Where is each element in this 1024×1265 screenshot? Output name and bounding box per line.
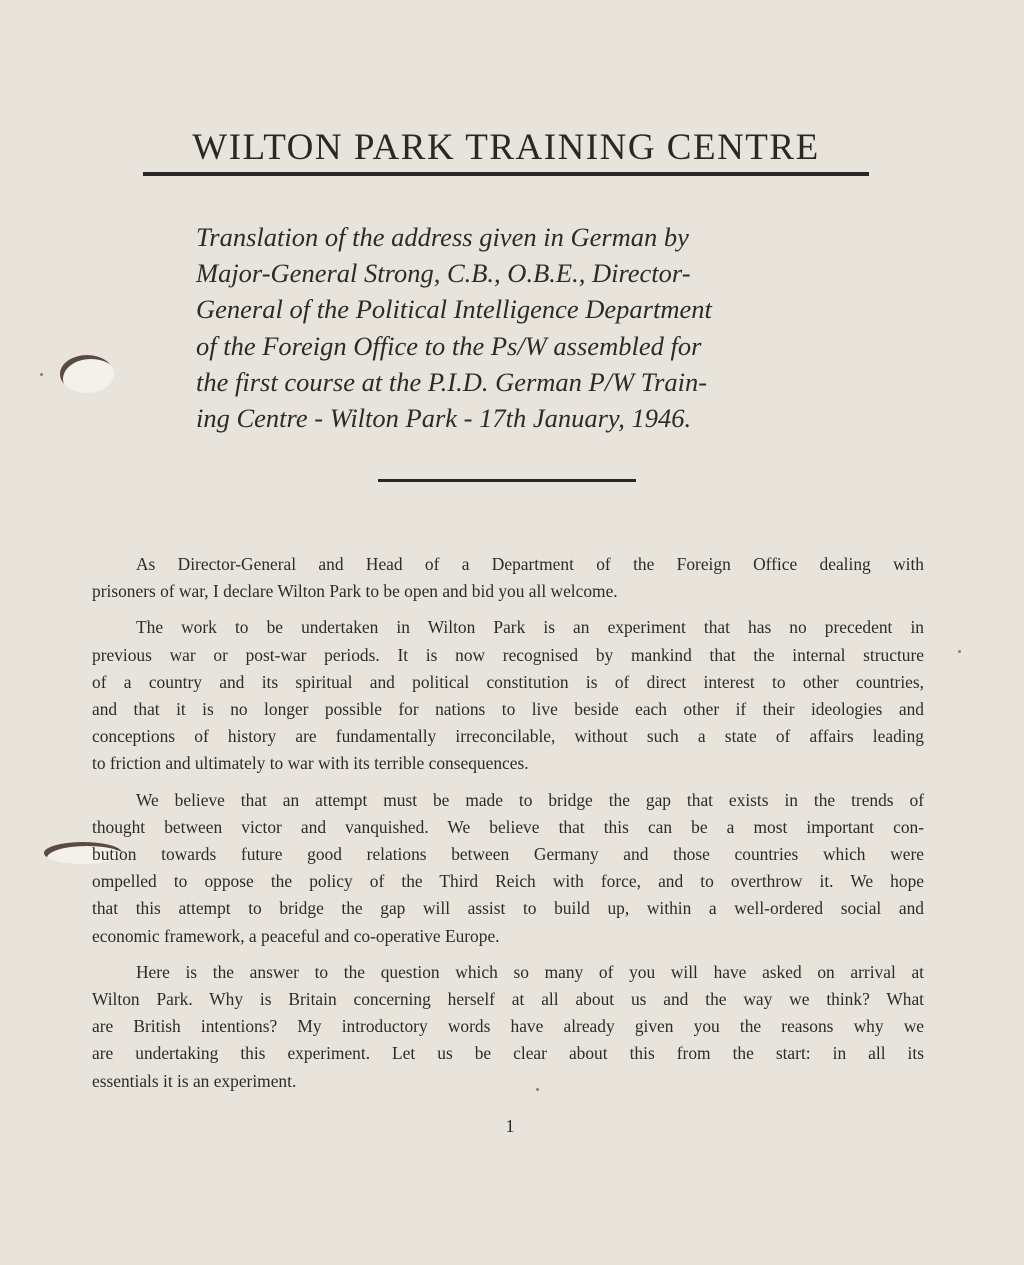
text-line: ompelled to oppose the policy of the Third Reich with force, and to overthrow it. We hope	[92, 871, 924, 892]
text-line: economic framework, a peaceful and co-operative Europe.	[92, 925, 500, 946]
text-line: previous war or post-war periods. It is now recognised by mankind that the internal structure	[92, 644, 924, 665]
document-title: WILTON PARK TRAINING CENTRE	[192, 127, 820, 168]
document-subtitle	[196, 219, 836, 436]
paper-speck	[40, 373, 43, 376]
section-divider	[378, 479, 636, 482]
text-line: Here is the answer to the question which so many of you will have asked on arrival at	[136, 961, 924, 982]
subtitle-line: of the Foreign Office to the Ps/W assembled for	[196, 330, 702, 361]
text-line: of a country and its spiritual and political constitution is of direct interest to other countries,	[92, 671, 924, 692]
text-line: Wilton Park. Why is Britain concerning herself at all about us and the way we think? What	[92, 989, 924, 1010]
subtitle-line: Translation of the address given in German by	[196, 222, 689, 252]
paragraph-3	[92, 787, 924, 950]
text-line: prisoners of war, I declare Wilton Park to be open and bid you all welcome.	[92, 581, 618, 602]
subtitle-line: General of the Political Intelligence Department	[196, 294, 712, 325]
text-line: conceptions of history are fundamentally irreconcilable, without such a state of affairs leading	[92, 726, 924, 747]
paper-speck	[958, 650, 961, 653]
text-line: to friction and ultimately to war with its terrible consequences.	[92, 753, 529, 774]
text-line: The work to be undertaken in Wilton Park is an experiment that has no precedent in	[136, 617, 924, 638]
text-line: thought between victor and vanquished. We believe that this can be a most important con-	[92, 816, 924, 837]
text-line: that this attempt to bridge the gap will assist to build up, within a well-ordered social and	[92, 898, 924, 919]
paragraph-4	[92, 959, 924, 1095]
subtitle-line: the first course at the P.I.D. German P/W Train-	[196, 366, 708, 397]
punch-hole-top	[60, 355, 114, 393]
title-underline	[143, 172, 869, 176]
paragraph-2	[92, 614, 924, 777]
text-line: essentials it is an experiment.	[92, 1070, 297, 1091]
text-line: are undertaking this experiment. Let us be clear about this from the start: in all its	[92, 1043, 924, 1064]
text-line: As Director-General and Head of a Department of the Foreign Office dealing with	[136, 554, 924, 574]
page-number: 1	[505, 1116, 515, 1136]
paragraph-1	[92, 551, 924, 605]
text-line: are British intentions? My introductory words have already given you the reasons why we	[92, 1016, 924, 1037]
document-body	[92, 551, 924, 1104]
text-line: bution towards future good relations between Germany and those countries which were	[92, 844, 924, 865]
subtitle-line: Major-General Strong, C.B., O.B.E., Director-	[196, 258, 691, 289]
subtitle-line: ing Centre - Wilton Park - 17th January, 1946.	[196, 403, 692, 434]
text-line: We believe that an attempt must be made to bridge the gap that exists in the trends of	[136, 789, 924, 810]
text-line: and that it is no longer possible for nations to live beside each other if their ideologies and	[92, 699, 924, 720]
